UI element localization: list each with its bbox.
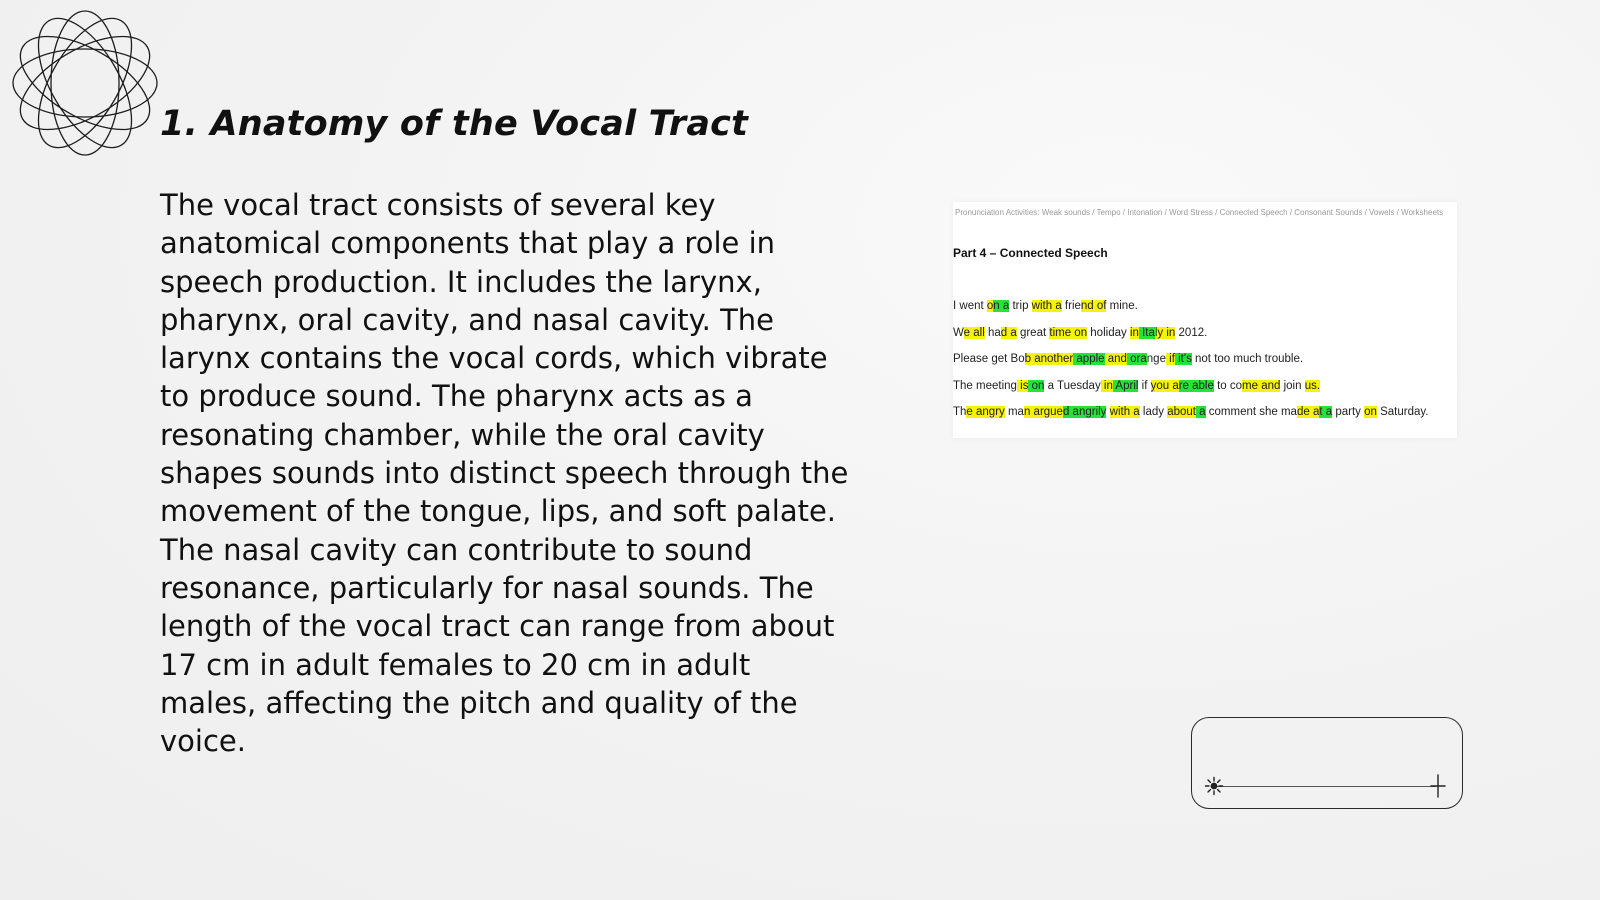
yellow-highlight: on (1364, 406, 1377, 419)
green-highlight: re able (1178, 379, 1214, 392)
sentence-line (953, 378, 1457, 405)
green-highlight: April (1112, 379, 1139, 392)
sentence-text: party (1332, 406, 1365, 419)
yellow-highlight: about (1167, 406, 1196, 419)
yellow-highlight: e all (963, 326, 985, 339)
green-highlight: on (1028, 379, 1045, 392)
yellow-highlight: with a (1109, 406, 1140, 419)
sentence-line (953, 351, 1457, 378)
sentence-text: join (1280, 379, 1305, 392)
green-highlight: it's (1174, 353, 1192, 366)
worksheet-heading: Part 4 – Connected Speech (953, 246, 1108, 260)
sentence-line (953, 404, 1457, 431)
audio-player (1191, 717, 1463, 809)
yellow-highlight: ly in (1154, 326, 1176, 339)
green-highlight: a (1195, 406, 1206, 419)
sentence-text: lady (1139, 406, 1168, 419)
sentence-text: comment she ma (1205, 406, 1297, 419)
sentence-text: W (953, 326, 964, 339)
sentence-text: Saturday. (1376, 406, 1429, 419)
green-highlight: ora (1126, 353, 1147, 366)
yellow-highlight: is (1016, 379, 1029, 392)
yellow-highlight: o (986, 300, 994, 312)
slide-body-text: The vocal tract consists of several key anatomical components that play a role in speech production. It includes the larynx, pharynx, oral cavity, and nasal cavity. The larynx contains the vocal cords, which vibrate to produce sound. The pharynx acts as a resonating chamber, while the oral cavity shapes sounds into distinct speech through the movement of the tongue, lips, and soft palate. The nasal cavity can contribute to sound resonance, particularly for nasal sounds. The length of the vocal tract can range from about 17 cm in adult females to 20 cm in adult males, affecting the pitch and quality of the voice. (160, 188, 849, 759)
sentence-text: 2012. (1175, 326, 1208, 339)
end-marker-icon[interactable] (1427, 773, 1449, 799)
sentence-text: Th (953, 406, 967, 419)
yellow-highlight: in (1129, 326, 1139, 339)
yellow-highlight: in (1100, 379, 1113, 392)
sentence-text: ha (984, 326, 1001, 339)
sentence-text: a Tuesday (1044, 379, 1101, 392)
yellow-highlight: n argue (1023, 406, 1063, 419)
progress-track[interactable] (1214, 786, 1436, 787)
yellow-highlight: you a (1150, 379, 1179, 392)
sentence-line (953, 298, 1457, 325)
yellow-highlight: b another (1024, 353, 1074, 366)
green-highlight: t a (1319, 406, 1333, 419)
worksheet-header: Pronunciation Activities: Weak sounds / Tempo / Intonation / Word Stress / Connected Speech / Consonant Sounds / Vowels / Worksheets (955, 208, 1444, 217)
sentence-text: mine. (1106, 300, 1138, 312)
yellow-highlight: and (1104, 353, 1127, 366)
sentence-text: ma (1004, 406, 1024, 419)
sentence-text: The meeting (953, 379, 1017, 392)
yellow-highlight: if (1165, 353, 1175, 366)
yellow-highlight: e angry (966, 406, 1005, 419)
yellow-highlight: d a (1000, 326, 1017, 339)
sentence-text: trip (1009, 300, 1032, 312)
green-highlight: d angrily (1062, 406, 1107, 419)
green-highlight: apple (1073, 353, 1105, 366)
slide-title: 1. Anatomy of the Vocal Tract (160, 104, 749, 144)
green-highlight: Ita (1138, 326, 1155, 339)
sentence-text: Please get Bo (953, 353, 1025, 366)
play-sun-icon[interactable] (1204, 776, 1224, 796)
yellow-highlight: nd of (1080, 300, 1107, 312)
sentence-list (953, 298, 1457, 431)
yellow-highlight: de a (1296, 406, 1320, 419)
sentence-text: nge (1146, 353, 1166, 366)
sentence-text: to co (1213, 379, 1243, 392)
worksheet-image (953, 202, 1457, 438)
yellow-highlight: with a (1031, 300, 1062, 312)
sentence-text: if (1138, 379, 1151, 392)
sentence-text: holiday (1087, 326, 1130, 339)
sentence-text: frie (1061, 300, 1081, 312)
yellow-highlight: time on (1049, 326, 1088, 339)
sentence-text: great (1016, 326, 1050, 339)
yellow-highlight: us. (1304, 379, 1321, 392)
orbital-rings-icon (10, 8, 160, 158)
yellow-highlight: me and (1242, 379, 1281, 392)
green-highlight: n a (993, 300, 1010, 312)
sentence-text: not too much trouble. (1191, 353, 1304, 366)
sentence-line (953, 325, 1457, 352)
sentence-text: I went (953, 300, 987, 312)
